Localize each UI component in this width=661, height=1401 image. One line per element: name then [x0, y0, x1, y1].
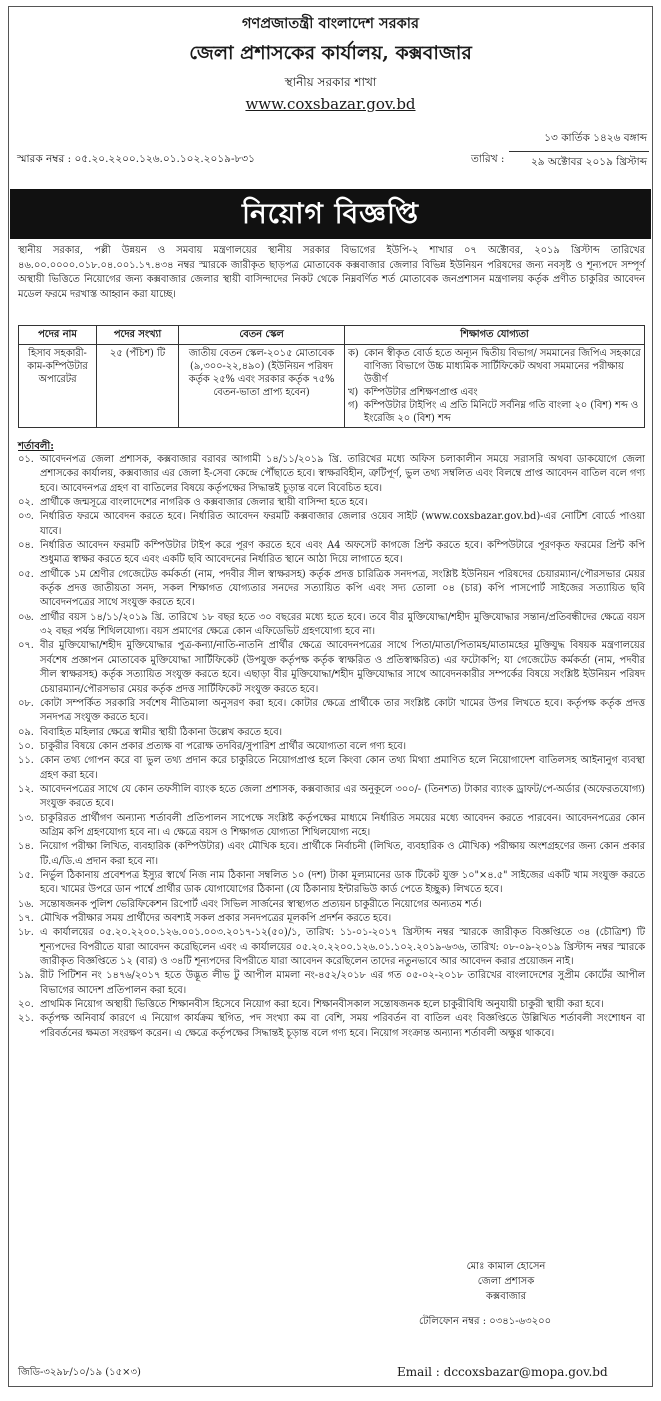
conditions-title: শর্তাবলী:: [18, 441, 54, 452]
condition-number: ১৬.: [18, 898, 34, 910]
condition-item: [18, 783, 645, 812]
condition-number: ১৪.: [18, 841, 34, 853]
posts-table-header: [19, 326, 645, 345]
email-address[interactable]: Email : dccoxsbazar@mopa.gov.bd: [397, 1365, 608, 1379]
qualification-cell: [345, 345, 645, 428]
branch-name: স্থানীয় সরকার শাখা: [284, 75, 377, 89]
signature-block: [446, 1259, 566, 1304]
header-pay-scale: বেতন স্কেল: [179, 326, 345, 345]
notice-banner: নিয়োগ বিজ্ঞপ্তি: [10, 189, 651, 239]
table-row: [19, 345, 645, 428]
condition-text: নির্ভুল ঠিকানায় প্রবেশপত্র ইস্যুর স্বার্থে নিজ নাম ঠিকানা সম্বলিত ১০ (দশ) টাকা মূল্যমানের ডাক টিকেট যুক্ত ১০"×৪.৫" সাইজের একটি খাম সংযুক্ত করতে হবে। খামের উপরে ডান পার্শ্বে প্রার্থীর ডাক যোগাযোগের ঠিকানা (যে ঠিকানায় ইন্টারভিউ কার্ড পেতে ইচ্ছুক) লিখতে হবে।: [40, 869, 645, 896]
condition-text: কোটা সম্পর্কিত সরকারি সর্বশেষ নীতিমালা অনুসরণ করা হবে। কোটার ক্ষেত্রে প্রার্থীকে তার সংশ্লিষ্ট কোটা খামের উপর লিখতে হবে। কর্তৃপক্ষ কর্তৃক প্রদত্ত সনদপত্র সংযুক্ত করতে হবে।: [40, 697, 645, 724]
condition-text: এ কার্যালয়ের ০৫.২০.২২০০.১২৬.০০১.০০৩.২০১৭-১২(৫০)/১, তারিখ: ১১-০১-২০১৭ খ্রিস্টাব্দ নম্বর স্মারকে জারীকৃত বিজ্ঞপ্তিতে ৩৪ (চৌত্রিশ) টি শূন্যপদের বিপরীতে যারা আবেদন করেছিলেন এবং এ কার্যালয়ের ০৫.২০.২২০০.১২৬.০১.১০২.২০১৯-৬৩৬, তারিখ: ০৮-০৯-২০১৯ খ্রিস্টাব্দ নম্বর স্মারকে জারীকৃত বিজ্ঞপ্তিতে ১২ (বার) ও ৩৪টি শূন্যপদের বিপরীতে যারা আবেদন করেছিলেন তাদের নতুনভাবে আর আবেদন করার প্রয়োজন নাই।: [40, 927, 645, 968]
condition-item: [18, 639, 645, 696]
condition-item: [18, 539, 645, 568]
condition-text: আবেদনপত্র জেলা প্রশাসক, কক্সবাজার বরাবর আগামী ১৪/১১/২০১৯ খ্রি. তারিখের মধ্যে অফিস চলাকালীন সময়ে সরাসরি অথবা ডাকযোগে জেলা প্রশাসকের কার্যালয়, কক্সবাজার এর জেলা ই-সেবা কেন্দ্রে পৌঁছাতে হবে। স্বাক্ষরবিহীন, ত্রুটিপূর্ণ, ভুল তথ্য সম্বলিত এবং বিলম্বে প্রাপ্ত আবেদন বাতিল বলে গণ্য হবে। আবেদনপত্র গ্রহণ বা বাতিলের বিষয়ে কর্তৃপক্ষের সিদ্ধান্তই চূড়ান্ত বলে বিবেচিত হবে।: [40, 454, 645, 494]
condition-text: নিয়োগ পরীক্ষা লিখিত, ব্যবহারিক (কম্পিউটার) এবং মৌখিক হবে। প্রার্থীকে নির্বাচনী (লিখিত, ব্যবহারিক ও মৌখিক) পরীক্ষায় অংশগ্রহণের জন্য কোন প্রকার টি.এ/ডি.এ প্রদান করা হবে না।: [40, 841, 645, 867]
qualification-item: [348, 399, 641, 425]
condition-text: প্রার্থীর বয়স ১৪/১১/২০১৯ খ্রি. তারিখে ১৮ বছর হতে ৩০ বছরের মধ্যে হতে হবে। তবে বীর মুক্তিযোদ্ধা/শহীদ মুক্তিযোদ্ধার সন্তান/প্রতিবন্ধীদের ক্ষেত্রে বয়স ৩২ বছর পর্যন্ত শিথিলযোগ্য। বয়স প্রমাণের ক্ষেত্রে কোন এফিডেভিট গ্রহণযোগ্য হবে না।: [40, 611, 645, 638]
post-count: ২৫ (পঁচিশ) টি: [97, 345, 179, 428]
qualification-key: খ): [348, 387, 359, 398]
condition-item: [18, 453, 645, 496]
condition-text: রীট পিটিশন নং ১৪৭৬/২০১৭ হতে উদ্ভূত লীভ টু আপীল মামলা নং-৪৫২/২০১৮ এর গত ০৫-০২-২০১৮ তারিখের বাংলাদেশের সুপ্রীম কোর্টের আপীল বিভাগের আদেশ প্রতিপালন করা হবে।: [40, 970, 645, 996]
website-link[interactable]: www.coxsbazar.gov.bd: [245, 95, 416, 113]
condition-text: নির্ধারিত ফরমে আবেদন করতে হবে। নির্ধারিত আবেদন ফরমটি কক্সবাজার জেলার ওয়েব সাইট (www.coxsbazar.gov.bd)-এর নোটিশ বোর্ডে পাওয়া যাবে।: [40, 511, 645, 537]
condition-number: ০৬.: [18, 611, 34, 623]
condition-item: [18, 840, 645, 869]
condition-item: [18, 611, 645, 640]
memo-number: স্মারক নম্বর : ০৫.২০.২২০০.১২৬.০১.১০২.২০১৯-৮৩১: [17, 153, 255, 165]
qualification-key: গ): [348, 400, 359, 411]
condition-text: সন্তোষজনক পুলিশ ভেরিফিকেশন রিপোর্ট এবং সিভিল সার্জনের স্বাস্থ্যগত প্রত্যয়ন চাকুরীতে নিয়োগের অন্যতম শর্ত।: [40, 898, 482, 910]
condition-text: আবেদনপত্রের সাথে যে কোন তফসীলি ব্যাংক হতে জেলা প্রশাসক, কক্সবাজার এর অনুকূলে ৩০০/- (তিনশত) টাকার ব্যাংক ড্রাফট/পে-অর্ডার (অফেরতযোগ্য) সংযুক্ত করতে হবে।: [40, 783, 645, 810]
condition-number: ১৭.: [18, 913, 34, 924]
condition-number: ১৫.: [18, 869, 34, 881]
header-qualification: শিক্ষাগত যোগ্যতা: [345, 326, 645, 345]
condition-text: বিবাহিত মহিলার ক্ষেত্রে স্বামীর স্থায়ী ঠিকানা উল্লেখ করতে হবে।: [40, 726, 283, 738]
condition-number: ১৩.: [18, 812, 34, 824]
condition-text: প্রার্থীকে ১ম শ্রেণীর গেজেটেড কর্মকর্তা (নাম, পদবীর সীল স্বাক্ষরসহ) কর্তৃক প্রদত্ত চারিত্রিক সনদপত্র, সংশ্লিষ্ট ইউনিয়ন পরিষদের চেয়ারম্যান/পৌরসভার মেয়র কর্তৃক প্রদত্ত জাতীয়তা সনদ, সকল শিক্ষাগত যোগ্যতার সনদের সত্যায়িত কপি এবং সদ্য তোলা ০৪ (চার) কপি পাসপোর্ট সাইজের সত্যায়িত ছবি আবেদনপত্রের সাথে সংযুক্ত করতে হবে।: [40, 568, 645, 609]
condition-text: চাকুরিরত প্রার্থীগণ অন্যান্য শর্তাবলী প্রতিপালন সাপেক্ষে সংশ্লিষ্ট কর্তৃপক্ষের মাধ্যমে নির্ধারিত সময়ের মধ্যে আবেদন করতে পারবেন। আবেদনপত্রের কোন অগ্রিম কপি গ্রহণযোগ্য হবে না। এ ক্ষেত্রে বয়স ও শিক্ষাগত যোগ্যতা শিথিলযোগ্য নহে।: [40, 812, 645, 838]
government-name: গণপ্রজাতন্ত্রী বাংলাদেশ সরকার: [242, 15, 419, 32]
condition-number: ১৮.: [18, 927, 34, 939]
condition-item: [18, 697, 645, 726]
condition-number: ২০.: [18, 999, 34, 1011]
condition-item: [18, 496, 645, 510]
condition-number: ১২.: [18, 783, 34, 795]
conditions-list: [18, 453, 645, 1041]
date-label: তারিখ :: [471, 153, 505, 165]
condition-number: ০৩.: [18, 511, 34, 523]
qualification-text: কম্পিউটার টাইপিং এ প্রতি মিনিটে সর্বনিম্ন গতি বাংলা ২০ (বিশ) শব্দ ও ইংরেজি ২০ (বিশ) শব্দ: [364, 400, 639, 424]
condition-number: ০৭.: [18, 640, 34, 652]
condition-item: [18, 812, 645, 841]
condition-item: [18, 869, 645, 898]
condition-number: ১১.: [18, 755, 34, 767]
qualification-text: কম্পিউটার প্রশিক্ষণপ্রাপ্ত এবং: [364, 387, 478, 398]
condition-item: [18, 926, 645, 969]
intro-paragraph: স্থানীয় সরকার, পল্লী উন্নয়ন ও সমবায় মন্ত্রণালয়ের স্থানীয় সরকার বিভাগের ইউপি-২ শাখার ০৭ অক্টোবর, ২০১৯ খ্রিস্টাব্দ তারিখের ৪৬.০০.০০০০.০১৮.০৪.০০১.১৭.৪৩৪ নম্বর স্মারকে জারীকৃত ছাড়পত্র মোতাবেক কক্সবাজার জেলার বিভিন্ন ইউনিয়ন পরিষদের জন্য নবসৃষ্ট ও শূন্যপদে সম্পূর্ণ অস্থায়ী ভিত্তিতে নিয়োগের জন্য কক্সবাজার জেলার স্থায়ী বাসিন্দাদের নিকট থেকে নিম্নবর্ণিত শর্ত মোতাবেক জনপ্রশাসন মন্ত্রণালয় কর্তৃক প্রণীত চাকুরির আবেদন মডেল ফরমে দরখাস্ত আহ্বান করা যাচ্ছে।: [18, 245, 645, 300]
condition-text: বীর মুক্তিযোদ্ধা/শহীদ মুক্তিযোদ্ধার পুত্র-কন্যা/নাতি-নাতনি প্রার্থীর ক্ষেত্রে আবেদনপত্রের সাথে পিতা/মাতা/পিতামহ/মাতামহের মুক্তিযুদ্ধ বিষয়ক মন্ত্রণালয়ের সর্বশেষ প্রজ্ঞাপন মোতাবেক মুক্তিযোদ্ধা সার্টিফিকেট (উপযুক্ত কর্তৃপক্ষ কর্তৃক স্বাক্ষরিত ও প্রতিস্বাক্ষরিত) এর ফটোকপি; যা গেজেটেড কর্মকর্তা (নাম, পদবীর সীল স্বাক্ষরসহ) কর্তৃক সত্যায়িত সংযুক্ত করতে হবে। এছাড়া বীর মুক্তিযোদ্ধা/শহীদ মুক্তিযোদ্ধার সাথে আবেদনকারীর সম্পর্কের বিষয়ে সংশ্লিষ্ট ইউনিয়ন পরিষদ চেয়ারম্যান/পৌরসভার মেয়র কর্তৃক প্রদত্ত সার্টিফিকেট সংযুক্ত করতে হবে।: [40, 640, 645, 695]
condition-number: ০২.: [18, 497, 34, 509]
condition-item: [18, 898, 645, 912]
date-bangla: ১৩ কার্তিক ১৪২৬ বঙ্গাব্দ: [509, 128, 649, 152]
condition-number: ১০.: [18, 740, 34, 752]
header-post-name: পদের নাম: [19, 326, 97, 345]
condition-text: প্রার্থীকে জন্মসূত্রে বাংলাদেশের নাগরিক ও কক্সবাজার জেলার স্থায়ী বাসিন্দা হতে হবে।: [40, 497, 368, 509]
condition-number: ২১.: [18, 1013, 34, 1025]
condition-number: ০৯.: [18, 726, 34, 738]
condition-text: মৌখিক পরীক্ষার সময় প্রার্থীদের অবশ্যই সকল প্রকার সনদপত্রের মূলকপি প্রদর্শন করতে হবে।: [40, 913, 392, 924]
header-post-count: পদের সংখ্যা: [97, 326, 179, 345]
condition-text: কোন তথ্য গোপন করে বা ভুল তথ্য প্রদান করে চাকুরিতে নিয়োগপ্রাপ্ত হলে কিংবা কোন তথ্য মিথ্যা প্রমাণিত হলে নিয়োগাদেশ বাতিলসহ আইনানুগ ব্যবস্থা গ্রহণ করা হবে।: [40, 755, 645, 781]
qualification-item: [348, 386, 641, 399]
condition-item: [18, 912, 645, 926]
condition-number: ০৫.: [18, 568, 34, 580]
condition-item: [18, 1012, 645, 1041]
qualification-item: [348, 347, 641, 386]
pay-scale: জাতীয় বেতন স্কেল-২০১৫ মোতাবেক (৯,৩০০-২২,৪৯০) (ইউনিয়ন পরিষদ কর্তৃক ২৫% এবং সরকার কর্তৃক ৭৫% বেতন-ভাতা প্রাপ্য হবেন): [179, 345, 345, 428]
signatory-title: জেলা প্রশাসক: [477, 1276, 535, 1287]
posts-table: [18, 325, 645, 428]
signatory-name: মোঃ কামাল হোসেন: [466, 1261, 546, 1272]
condition-item: [18, 754, 645, 783]
condition-item: [18, 726, 645, 740]
condition-item: [18, 969, 645, 998]
condition-item: [18, 568, 645, 611]
condition-item: [18, 740, 645, 754]
condition-number: ০৮.: [18, 697, 34, 709]
office-name: জেলা প্রশাসকের কার্যালয়, কক্সবাজার: [189, 42, 472, 64]
condition-text: নির্ধারিত আবেদন ফরমটি কম্পিউটার টাইপ করে পূরণ করতে হবে এবং A4 অফসেট কাগজে প্রিন্ট করতে হবে। কম্পিউটারে পূরণকৃত ফরমের প্রিন্ট কপি শুধুমাত্র স্বাক্ষর করতে হবে এবং একটি ছবি আবেদনের নির্ধারিত স্থানে আঠা দিয়ে লাগাতে হবে।: [40, 540, 645, 566]
condition-text: প্রাথমিক নিয়োগ অস্থায়ী ভিত্তিতে শিক্ষানবীস হিসেবে নিয়োগ করা হবে। শিক্ষানবীসকাল সন্তোষজনক হলে চাকুরীবিধি অনুযায়ী চাকুরী স্থায়ী করা হবে।: [40, 999, 604, 1011]
date-english: ২৯ অক্টোবর ২০১৯ খ্রিস্টাব্দ: [530, 156, 647, 168]
condition-item: [18, 510, 645, 539]
condition-number: ০১.: [18, 454, 34, 465]
phone-number: টেলিফোন নম্বর : ০৩৪১-৬৩২০০: [419, 1316, 552, 1327]
condition-text: চাকুরীর বিষয়ে কোন প্রকার প্রত্যক্ষ বা পরোক্ষ তদবির/সুপারিশ প্রার্থীর অযোগ্যতা বলে গণ্য হবে।: [40, 740, 407, 752]
qualification-key: ক): [348, 348, 359, 359]
notice-page: [8, 6, 653, 1387]
signatory-place: কক্সবাজার: [485, 1291, 527, 1302]
condition-text: কর্তৃপক্ষ অনিবার্য কারণে এ নিয়োগ কার্যক্রম স্থগিত, পদ সংখ্যা কম বা বেশি, সময় পরিবর্তন বা বাতিল এবং বিজ্ঞপ্তিতে উল্লিখিত শর্তাবলী সংশোধন বা পরিবর্তনের ক্ষমতা সংরক্ষণ করেন। এ ক্ষেত্রে কর্তৃপক্ষের সিদ্ধান্তই চূড়ান্ত বলে গণ্য হবে। নিয়োগ সংক্রান্ত অন্যান্য শর্তাবলী অক্ষুণ্ণ থাকবে।: [40, 1013, 645, 1039]
condition-item: [18, 998, 645, 1012]
condition-number: ০৪.: [18, 540, 34, 552]
date-box: [509, 128, 649, 175]
post-name: হিসাব সহকারী-কাম-কম্পিউটার অপারেটর: [19, 345, 97, 428]
reference-code: জিডি-৩২৯৮/১০/১৯ (১৫×৩): [18, 1367, 141, 1378]
qualification-text: কোন স্বীকৃত বোর্ড হতে অন্যূন দ্বিতীয় বিভাগ/ সমমানের জিপিএ সহকারে বাণিজ্য বিভাগে উচ্চ মাধ্যমিক সার্টিফিকেট অথবা সমমানের পরীক্ষায় উত্তীর্ণ: [364, 348, 641, 385]
condition-number: ১৯.: [18, 970, 34, 982]
